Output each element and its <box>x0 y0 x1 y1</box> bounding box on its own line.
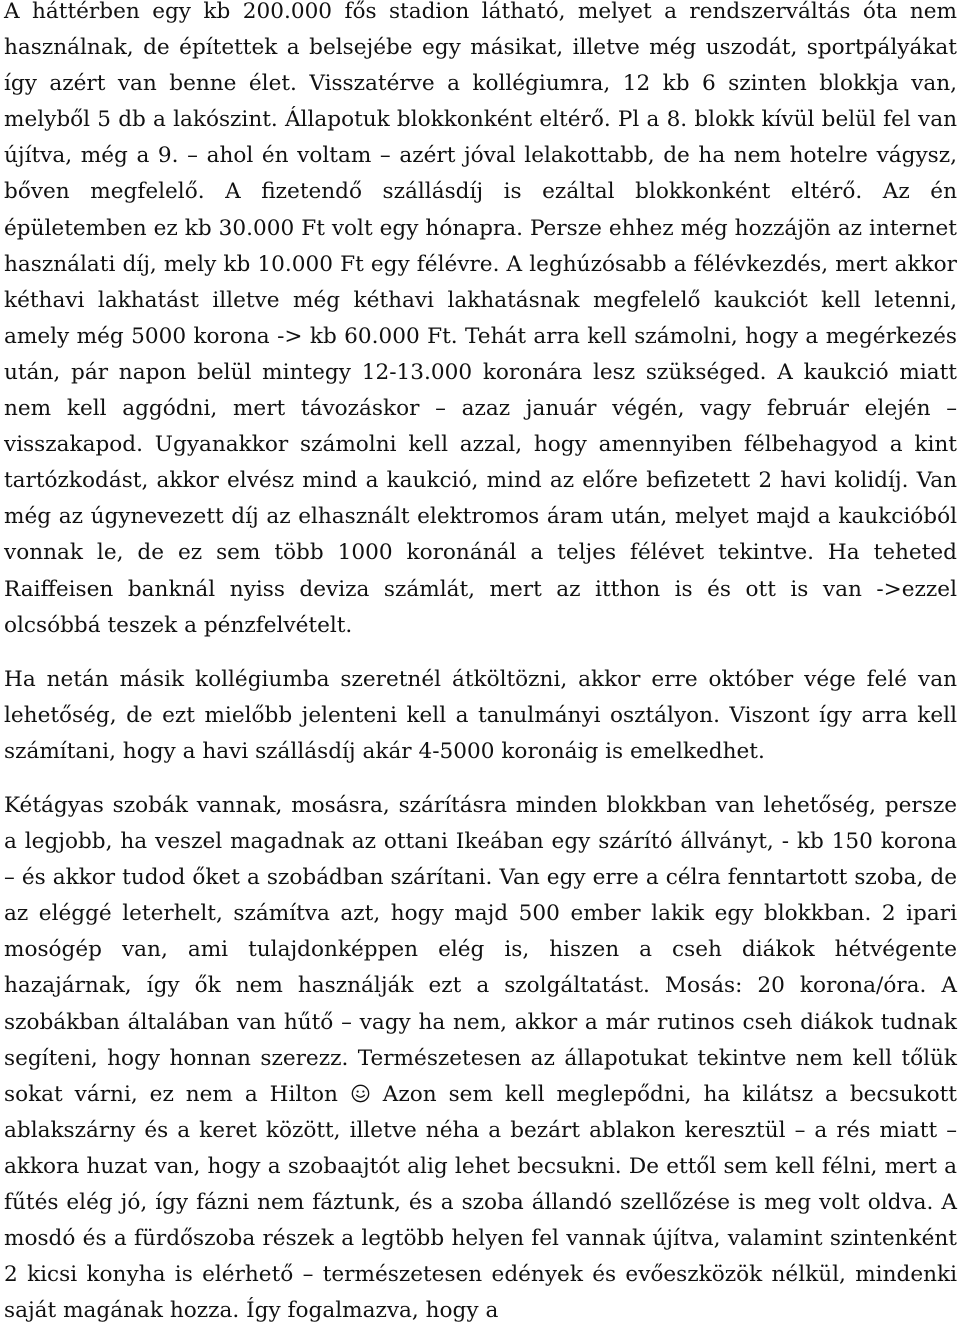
paragraph-rooms-and-facilities <box>4 788 957 1329</box>
paragraph-changing-dormitory <box>4 662 957 770</box>
paragraph-text: A háttérben egy kb 200.000 fős stadion látható, melyet a rendszerváltás óta nem használnak, de építettek a belsejébe egy másikat, illetve még uszodát, sportpályákat így azért van benne élet. Visszatérve a kollégiumra, 12 kb 6 szinten blokkja van, melyből 5 db a lakószint. Állapotuk blokkonként eltérő. Pl a 8. blokk kívül belül fel van újítva, még a 9. – ahol én voltam – azért jóval lelakottabb, de ha nem hotelre vágysz, bőven megfelelő. A fizetendő szállásdíj is ezáltal blokkonként eltérő. Az én épületemben ez kb 30.000 Ft volt egy hónapra. Persze ehhez még hozzájön az internet használati díj, mely kb 10.000 Ft egy félévre. A leghúzósabb a félévkezdés, mert akkor kéthavi lakhatást illetve még kéthavi lakhatásnak megfelelő kaukciót kell letenni, amely még 5000 korona -> kb 60.000 Ft. Tehát arra kell számolni, hogy a megérkezés után, pár napon belül mintegy 12-13.000 koronára lesz szükséged. A kaukció miatt nem kell aggódni, mert távozáskor – azaz január végén, vagy február elején – visszakapod. Ugyanakkor számolni kell azzal, hogy amennyiben félbehagyod a kint tartózkodást, akkor elvész mind a kaukció, mind az előre befizetett 2 havi kolidíj. Van még az úgynevezett díj az elhasznált elektromos áram után, melyet majd a kaukcióból vonnak le, de ez sem több 1000 koronánál a teljes félévet tekintve. Ha teheted Raiffeisen banknál nyiss deviza számlát, mert az itthon is és ott is van ->ezzel olcsóbbá teszek a pénzfelvételt. <box>4 0 957 638</box>
paragraph-stadium-and-dormitory <box>4 0 957 644</box>
paragraph-text: Azon sem kell meglepődni, ha kilátsz a becsukott ablakszárny és a keret között, illetve néha a bezárt ablakon keresztül – a rés miatt – akkora huzat van, hogy a szobaajtót alig lehet becsukni. De ettől sem kell félni, mert a fűtés elég jó, így fázni nem fáztunk, és a szoba állandó szellőzése is meg volt oldva. A mosdó és a fürdőszoba részek a legtöbb helyen fel vannak újítva, valamint szintenként 2 kicsi konyha is elérhető – természetesen edények és evőeszközök nélkül, mindenki saját magának hozza. Így fogalmazva, hogy a <box>4 1081 957 1324</box>
paragraph-text: Kétágyas szobák vannak, mosásra, szárításra minden blokkban van lehetőség, persze a legjobb, ha veszel magadnak az ottani Ikeában egy szárító állványt, - kb 150 korona – és akkor tudod őket a szobádban szárítani. Van egy erre a célra fenntartott szoba, de az eléggé leterhelt, számítva azt, hogy majd 500 ember lakik egy blokkban. 2 ipari mosógép van, ami tulajdonképpen elég is, hiszen a cseh diákok hétvégente hazajárnak, így ők nem használják ezt a szolgáltatást. Mosás: 20 korona/óra. A szobákban általában van hűtő – vagy ha nem, akkor a már rutinos cseh diákok tudnak segíteni, hogy honnan szerezz. Természetesen az állapotukat tekintve nem kell tőlük sokat várni, ez nem a Hilton <box>4 792 957 1107</box>
paragraph-text: Ha netán másik kollégiumba szeretnél átköltözni, akkor erre október vége felé van lehetőség, de ezt mielőbb jelenteni kell a tanulmányi osztályon. Viszont így arra kell számítani, hogy a havi szállásdíj akár 4-5000 koronáig is emelkedhet. <box>4 666 957 764</box>
smiley-face-icon <box>351 1079 370 1098</box>
